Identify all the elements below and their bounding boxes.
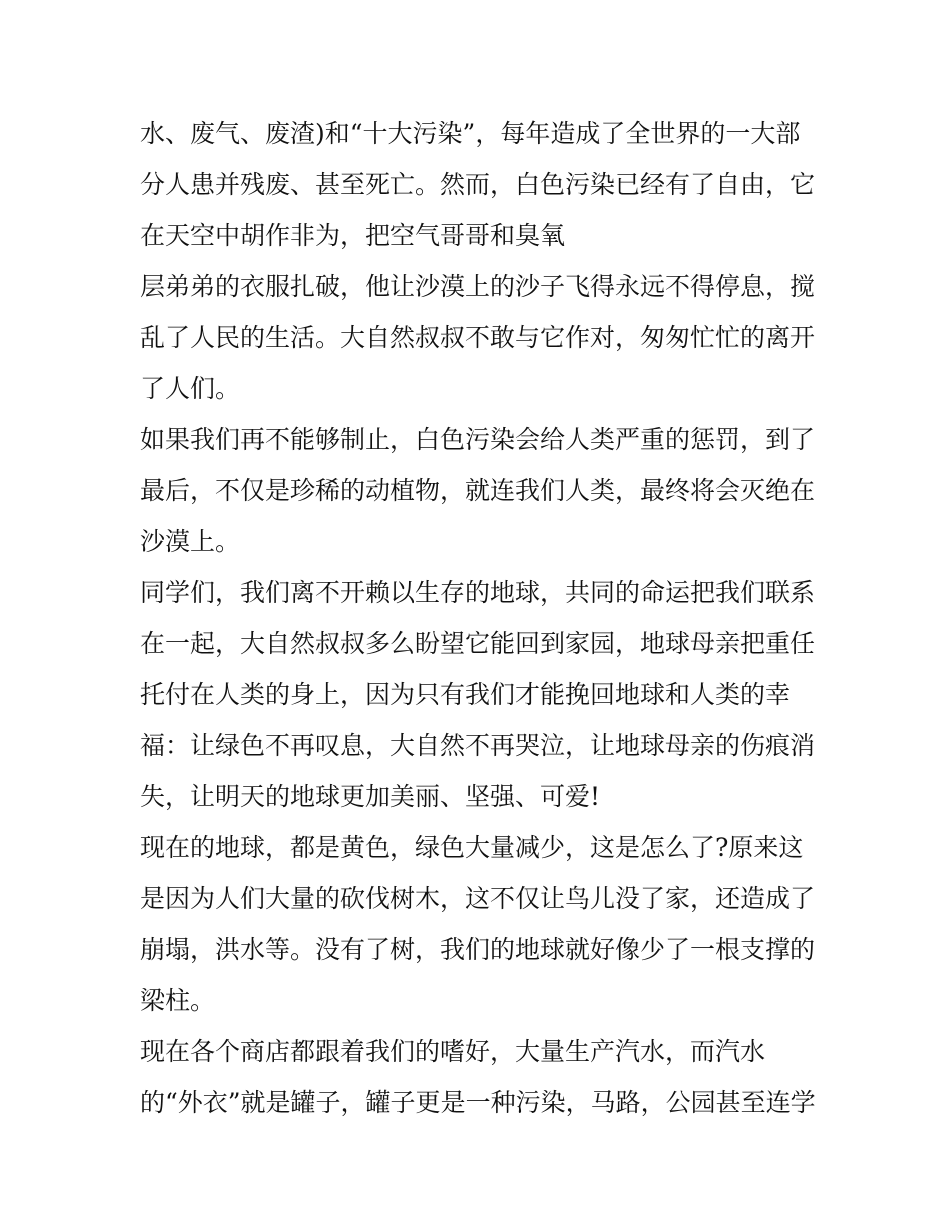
text-line: 现在的地球，都是黄色，绿色大量减少，这是怎么了?原来这 [140,833,804,862]
text-line: 在天空中胡作非为，把空气哥哥和臭氧 [140,221,566,250]
text-line: 如果我们再不能够制止，白色污染会给人类严重的惩罚，到了 [140,425,816,454]
text-line: 现在各个商店都跟着我们的嗜好，大量生产汽水，而汽水 [140,1037,766,1066]
text-line: 失，让明天的地球更加美丽、坚强、可爱! [140,782,601,811]
text-line: 沙漠上。 [140,527,241,556]
text-line: 的“外衣”就是罐子，罐子更是一种污染，马路，公园甚至连学 [140,1088,816,1117]
text-line: 水、废气、废渣)和“十大污染”，每年造成了全世界的一大部 [140,119,801,148]
text-line: 托付在人类的身上，因为只有我们才能挽回地球和人类的幸 [140,680,791,709]
text-line: 在一起，大自然叔叔多么盼望它能回到家园，地球母亲把重任 [140,629,816,658]
text-line: 梁柱。 [140,986,216,1015]
text-line: 乱了人民的生活。大自然叔叔不敢与它作对，匆匆忙忙的离开 [140,323,816,352]
text-line: 福：让绿色不再叹息，大自然不再哭泣，让地球母亲的伤痕消 [140,731,816,760]
text-line: 分人患并残废、甚至死亡。然而，白色污染已经有了自由，它 [140,170,816,199]
text-line: 了人们。 [140,374,241,403]
document-body [140,108,820,1128]
text-line: 层弟弟的衣服扎破，他让沙漠上的沙子飞得永远不得停息，搅 [140,272,816,301]
text-line: 最后，不仅是珍稀的动植物，就连我们人类，最终将会灭绝在 [140,476,816,505]
text-line: 同学们，我们离不开赖以生存的地球，共同的命运把我们联系 [140,578,816,607]
text-line: 是因为人们大量的砍伐树木，这不仅让鸟儿没了家，还造成了 [140,884,816,913]
text-line: 崩塌，洪水等。没有了树，我们的地球就好像少了一根支撑的 [140,935,816,964]
